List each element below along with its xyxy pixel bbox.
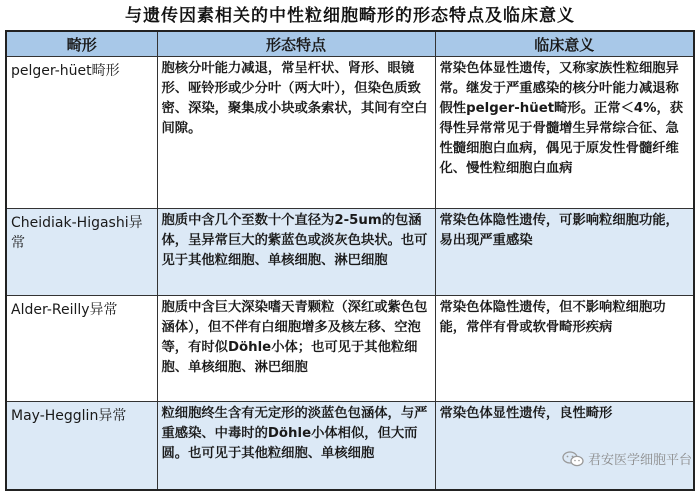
header-significance: 临床意义 xyxy=(435,31,694,57)
watermark-text: 君安医学细胞平台 xyxy=(588,449,692,468)
table-row xyxy=(6,402,694,491)
row-significance: 常染色体显性遗传，良性畸形 xyxy=(435,402,694,491)
row-name: May-Hegglin异常 xyxy=(6,402,157,491)
header-row xyxy=(6,31,694,57)
header-abnormality: 畸形 xyxy=(6,31,157,57)
table-row xyxy=(6,57,694,209)
row-morphology: 胞核分叶能力减退，常呈杆状、肾形、眼镜形、哑铃形或少分叶（两大叶），但染色质致密、深染，聚集成小块或条索状，其间有空白间隙。 xyxy=(157,57,435,209)
table-row xyxy=(6,209,694,296)
table-title: 与遗传因素相关的中性粒细胞畸形的形态特点及临床意义 xyxy=(5,4,695,28)
wechat-icon xyxy=(562,451,584,467)
row-name: pelger-hüet畸形 xyxy=(6,57,157,209)
row-morphology: 胞质中含巨大深染嗜天青颗粒（深红或紫色包涵体），但不伴有白细胞增多及核左移、空泡等，有时似Döhle小体；也可见于其他粒细胞、单核细胞、淋巴细胞 xyxy=(157,296,435,402)
abnormality-table xyxy=(5,30,695,491)
row-name: Alder-Reilly异常 xyxy=(6,296,157,402)
row-morphology: 胞质中含几个至数十个直径为2-5um的包涵体，呈异常巨大的紫蓝色或淡灰色块状。也可见于其他粒细胞、单核细胞、淋巴细胞 xyxy=(157,209,435,296)
row-morphology: 粒细胞终生含有无定形的淡蓝色包涵体，与严重感染、中毒时的Döhle小体相似，但大而圆。也可见于其他粒细胞、单核细胞 xyxy=(157,402,435,491)
watermark xyxy=(562,449,692,468)
row-name: Cheidiak-Higashi异常 xyxy=(6,209,157,296)
table-row xyxy=(6,296,694,402)
row-significance: 常染色体隐性遗传，可影响粒细胞功能，易出现严重感染 xyxy=(435,209,694,296)
document xyxy=(5,4,695,479)
row-significance: 常染色体隐性遗传，但不影响粒细胞功能，常伴有骨或软骨畸形疾病 xyxy=(435,296,694,402)
header-morphology: 形态特点 xyxy=(157,31,435,57)
row-significance: 常染色体显性遗传，又称家族性粒细胞异常。继发于严重感染的核分叶能力减退称假性pelger-hüet畸形。正常＜4%，获得性异常常见于骨髓增生异常综合征、急性髓细胞白血病，偶见于原发性骨髓纤维化、慢性粒细胞白血病 xyxy=(435,57,694,209)
